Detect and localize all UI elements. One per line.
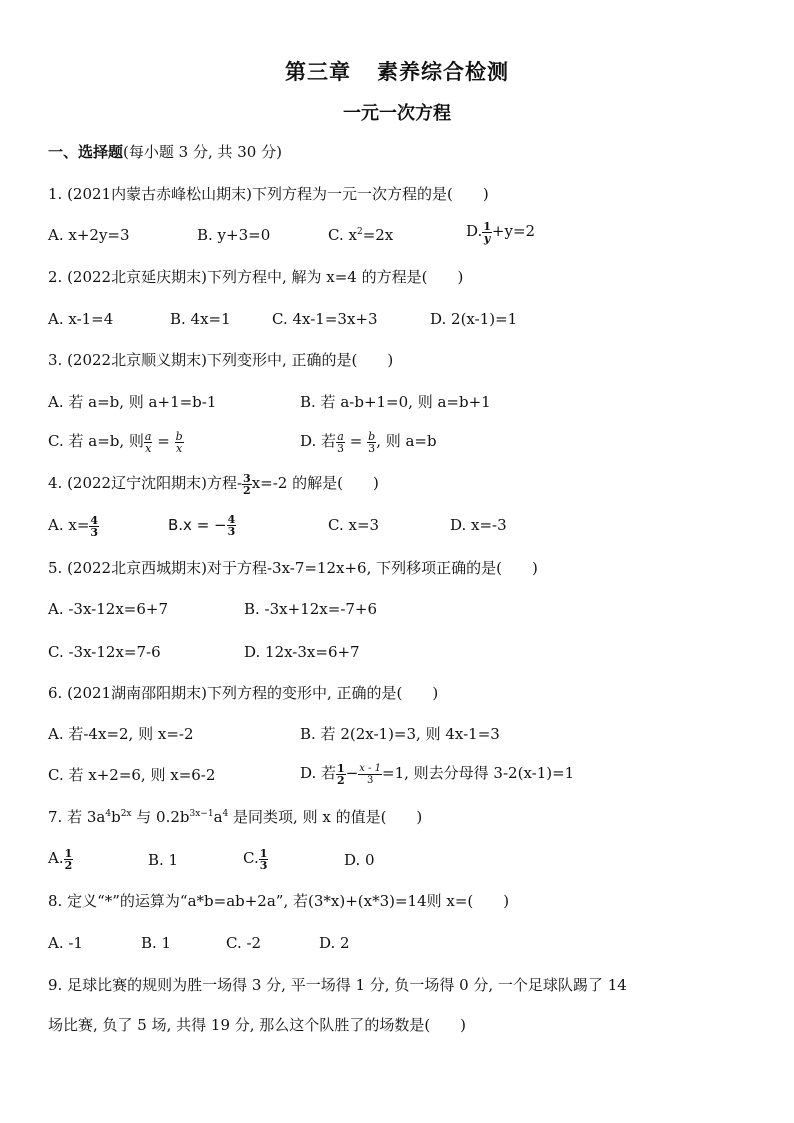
question-2-text: 2. (2022北京延庆期末)下列方程中, 解为 x=4 的方程是( xyxy=(48,268,428,286)
question-8-close: ) xyxy=(503,892,510,910)
q6-d-frac-1 xyxy=(336,763,346,786)
q4-a-den: 3 xyxy=(90,525,99,539)
q7-a-num: 1 xyxy=(64,846,73,860)
q7-sup-2: 2x xyxy=(120,809,132,819)
q3-c-pre: C. 若 a=b, 则 xyxy=(48,432,144,450)
question-8 xyxy=(48,890,509,912)
q3-option-b: B. 若 a-b+1=0, 则 a=b+1 xyxy=(300,393,491,411)
q3-c-den-2: x xyxy=(175,441,183,455)
q7-option-c xyxy=(243,847,268,871)
q1-option-c xyxy=(328,224,393,246)
q1-d-post: +y=2 xyxy=(491,222,536,240)
q3-option-d xyxy=(300,430,437,454)
question-1 xyxy=(48,183,489,205)
q3-d-den-2: 3 xyxy=(368,441,376,455)
q8-option-b: B. 1 xyxy=(141,934,172,952)
question-4-pre: 4. (2022辽宁沈阳期末)方程- xyxy=(48,474,243,492)
q3-d-num-1: a xyxy=(337,429,344,443)
q7-part-2: b xyxy=(111,808,121,826)
q1-option-d xyxy=(466,220,535,244)
q6-d-den-2: 3 xyxy=(366,774,374,786)
q1-d-fraction xyxy=(482,221,492,244)
q7-part-1: 7. 若 3a xyxy=(48,808,106,826)
question-1-close: ) xyxy=(482,185,489,203)
question-6-text: 6. (2021湖南邵阳期末)下列方程的变形中, 正确的是( xyxy=(48,684,403,702)
q8-option-d: D. 2 xyxy=(319,934,350,952)
q5-option-d: D. 12x-3x=6+7 xyxy=(244,643,360,661)
question-7 xyxy=(48,806,422,828)
question-2 xyxy=(48,266,463,288)
q5-option-c: C. -3x-12x=7-6 xyxy=(48,643,161,661)
q6-d-num-1: 1 xyxy=(337,761,345,775)
q6-option-d xyxy=(300,762,574,786)
q7-sup-1: 4 xyxy=(105,809,112,819)
q1-d-pre: D. xyxy=(466,222,483,240)
q2-option-c: C. 4x-1=3x+3 xyxy=(272,310,378,328)
q2-option-b: B. 4x=1 xyxy=(170,310,231,328)
q7-sup-3: 3x−1 xyxy=(189,809,214,819)
q7-c-num: 1 xyxy=(259,846,268,860)
question-6-close: ) xyxy=(432,684,439,702)
q2-option-a: A. x-1=4 xyxy=(48,310,114,328)
q4-num: 3 xyxy=(243,471,251,485)
question-1-text: 1. (2021内蒙古赤峰松山期末)下列方程为一元一次方程的是( xyxy=(48,185,453,203)
q3-d-den-1: 3 xyxy=(337,441,345,455)
q1-c-pre: C. x xyxy=(328,226,357,244)
q4-a-pre: A. x= xyxy=(48,516,90,534)
q4-den: 2 xyxy=(243,483,251,497)
question-2-close: ) xyxy=(457,268,464,286)
q3-d-post: , 则 a=b xyxy=(376,432,437,450)
q1-d-den: y xyxy=(483,231,491,245)
q8-option-c: C. -2 xyxy=(226,934,262,952)
q3-option-a: A. 若 a=b, 则 a+1=b-1 xyxy=(48,393,217,411)
q3-c-num-1: a xyxy=(144,429,152,443)
q3-d-frac-1 xyxy=(336,431,345,454)
question-9-close: ) xyxy=(460,1016,467,1034)
q5-option-b: B. -3x+12x=-7+6 xyxy=(244,600,378,618)
q3-d-frac-2 xyxy=(367,431,376,454)
q6-d-den-1: 2 xyxy=(337,773,345,787)
section-note: (每小题 3 分, 共 30 分) xyxy=(123,143,282,161)
q1-option-b: B. y+3=0 xyxy=(197,226,271,244)
chapter-title: 素养综合检测 xyxy=(377,60,509,84)
q1-c-post: =2x xyxy=(362,226,394,244)
q1-c-exponent: 2 xyxy=(356,227,363,237)
q6-d-mid: − xyxy=(345,764,359,782)
question-9-text: 场比赛, 负了 5 场, 共得 19 分, 那么这个队胜了的场数是( xyxy=(48,1016,431,1034)
q3-c-num-2: b xyxy=(175,429,183,443)
q7-c-fraction xyxy=(259,848,269,871)
q2-option-d: D. 2(x-1)=1 xyxy=(430,310,518,328)
q6-d-pre: D. 若 xyxy=(300,764,337,782)
question-5 xyxy=(48,557,538,579)
q7-a-pre: A. xyxy=(48,849,64,867)
q7-part-4: a xyxy=(213,808,223,826)
q4-b-pre: B.x = − xyxy=(168,516,227,534)
q3-d-eq: = xyxy=(345,432,368,450)
q7-a-den: 2 xyxy=(64,858,73,872)
q1-d-num: 1 xyxy=(483,219,491,233)
section-title: 一、选择题 xyxy=(48,143,124,161)
q6-option-a: A. 若-4x=2, 则 x=-2 xyxy=(48,725,194,743)
q7-a-fraction xyxy=(64,848,74,871)
page-subtitle: 一元一次方程 xyxy=(343,103,451,124)
section-heading xyxy=(48,141,282,163)
q7-c-pre: C. xyxy=(243,849,259,867)
question-4-close: ) xyxy=(372,474,379,492)
q4-b-den: 3 xyxy=(227,525,236,538)
q4-option-b xyxy=(168,514,236,537)
question-4-post: x=-2 的解是( xyxy=(251,474,343,492)
q3-option-c xyxy=(48,430,184,454)
page-title xyxy=(0,56,794,86)
q6-option-b: B. 若 2(2x-1)=3, 则 4x-1=3 xyxy=(300,725,500,743)
question-5-close: ) xyxy=(532,559,538,577)
q4-option-a xyxy=(48,514,99,538)
q4-fraction xyxy=(242,473,252,496)
q4-a-num: 4 xyxy=(90,513,99,527)
q4-b-fraction xyxy=(227,514,237,537)
question-7-close: ) xyxy=(416,808,423,826)
q6-d-post: =1, 则去分母得 3-2(x-1)=1 xyxy=(382,764,575,782)
q7-option-d: D. 0 xyxy=(344,851,375,869)
question-5-text: 5. (2022北京西城期末)对于方程-3x-7=12x+6, 下列移项正确的是( xyxy=(48,559,502,577)
q7-option-a xyxy=(48,847,73,871)
q5-option-a: A. -3x-12x=6+7 xyxy=(48,600,169,618)
question-3 xyxy=(48,349,393,371)
q3-c-frac-2 xyxy=(175,431,184,454)
question-3-text: 3. (2022北京顺义期末)下列变形中, 正确的是( xyxy=(48,351,358,369)
q4-option-c: C. x=3 xyxy=(328,516,380,534)
q3-c-eq: = xyxy=(152,432,175,450)
q3-d-num-2: b xyxy=(368,429,376,443)
question-8-text: 8. 定义“*”的运算为“a*b=ab+2a”, 若(3*x)+(x*3)=14则 x=( xyxy=(48,892,474,910)
question-9-line-2 xyxy=(48,1014,466,1036)
q6-d-num-2: x - 1 xyxy=(359,762,382,774)
question-3-close: ) xyxy=(387,351,394,369)
q3-c-den-1: x xyxy=(145,441,152,455)
q7-part-5: 是同类项, 则 x 的值是( xyxy=(228,808,387,826)
chapter-label: 第三章 xyxy=(285,60,351,84)
q7-c-den: 3 xyxy=(259,858,268,872)
q4-option-d: D. x=-3 xyxy=(450,516,507,534)
q4-b-num: 4 xyxy=(227,513,236,526)
q7-sup-4: 4 xyxy=(222,809,229,819)
q8-option-a: A. -1 xyxy=(48,934,83,952)
q6-d-frac-2 xyxy=(358,763,382,786)
question-4 xyxy=(48,472,379,496)
q1-option-a: A. x+2y=3 xyxy=(48,226,130,244)
q7-part-3: 与 0.2b xyxy=(131,808,190,826)
q3-d-pre: D. 若 xyxy=(300,432,337,450)
q7-option-b: B. 1 xyxy=(148,851,179,869)
question-6 xyxy=(48,682,438,704)
q4-a-fraction xyxy=(89,515,99,538)
question-9-line-1: 9. 足球比赛的规则为胜一场得 3 分, 平一场得 1 分, 负一场得 0 分, 一个足球队踢了 14 xyxy=(48,976,627,994)
q6-option-c: C. 若 x+2=6, 则 x=6-2 xyxy=(48,766,216,784)
